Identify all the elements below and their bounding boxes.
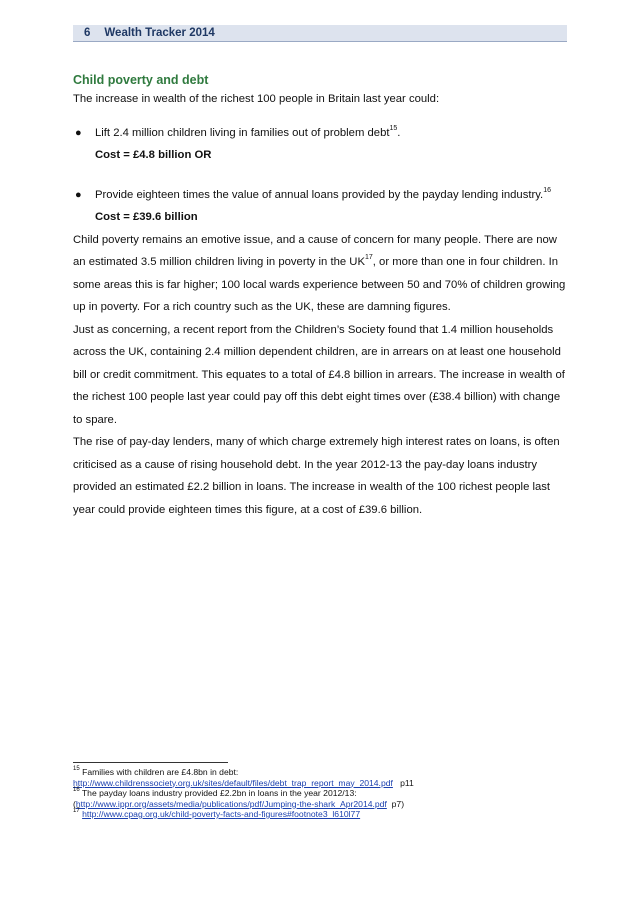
footnote-paren: ( — [73, 798, 76, 809]
bullet-icon: ● — [75, 126, 82, 139]
bullet-cost: Cost = £4.8 billion OR — [95, 149, 212, 161]
paragraph: Just as concerning, a recent report from the Children’s Society found that 1.4 million households across the UK, containing 2.4 million dependent children, are in arrears on at least one household bill or credit commitment. This equates to a total of £4.8 billion in arrears. The increase in wealth of the richest 100 people last year could pay off this debt eight times over (£38.4 billion) with change to spare. — [73, 323, 565, 426]
footnote-divider — [73, 762, 228, 763]
main-content — [73, 72, 567, 521]
footnote-text: Families with children are £4.8bn in debt: — [79, 767, 239, 777]
intro-text: The increase in wealth of the richest 100 people in Britain last year could: — [73, 93, 440, 105]
footnote-page: p11 — [392, 777, 414, 788]
paragraph: The rise of pay-day lenders, many of which charge extremely high interest rates on loans, is often criticised as a cause of rising household debt. In the year 2012-13 the pay-day loans industry provided an estimated £2.2 billion in loans. The increase in wealth of the 100 richest people last year could provide eighteen times this figure, at a cost of £39.6 billion. — [73, 436, 560, 516]
list-item — [73, 184, 567, 229]
footnote — [73, 809, 567, 820]
bullet-list — [73, 122, 567, 229]
footnote-text: The payday loans industry provided £2.2bn in loans in the year 2012/13: — [79, 788, 357, 798]
footnote-ref[interactable]: 15 — [389, 124, 398, 132]
footnote-link[interactable]: http://www.cpag.org.uk/child-poverty-facts-and-figures#footnote3_l610l77 — [82, 809, 361, 819]
section-heading: Child poverty and debt — [73, 73, 209, 87]
page-number: 6 — [84, 27, 91, 39]
page-header — [73, 25, 567, 42]
bullet-icon: ● — [75, 188, 82, 201]
bullet-suffix: . — [397, 126, 401, 139]
footnote — [73, 788, 567, 809]
footnote-number: 17 — [73, 808, 80, 815]
paragraph-text: , or more than one in four children. In some areas this is far higher; 100 local wards experience between 50 and 70% of children growing up in poverty. For a rich country such as the UK, these are damning figures. — [73, 256, 566, 313]
footnote-number: 15 — [73, 766, 80, 773]
footnotes — [73, 762, 567, 820]
page-header-title: Wealth Tracker 2014 — [104, 27, 215, 39]
footnote-link[interactable]: http://www.ippr.org/assets/media/publications/pdf/Jumping-the-shark_Apr2014.pdf — [75, 798, 387, 809]
footnote-link[interactable]: http://www.childrenssociety.org.uk/sites/default/files/debt_trap_report_may_2014.pdf — [73, 777, 393, 788]
list-item — [73, 122, 567, 167]
bullet-cost: Cost = £39.6 billion — [95, 211, 198, 223]
footnote-ref[interactable]: 16 — [543, 186, 551, 194]
footnote — [73, 767, 567, 788]
paragraph — [73, 229, 567, 319]
footnote-number: 16 — [73, 787, 80, 794]
footnote-page: p7) — [386, 798, 405, 809]
footnote-ref[interactable]: 17 — [364, 254, 373, 262]
paragraph-text: Child poverty remains an emotive issue, and a cause of concern for many people. There are now an estimated 3.5 million children living in poverty in the UK — [73, 233, 557, 268]
bullet-text: Provide eighteen times the value of annual loans provided by the payday lending industry. — [95, 188, 544, 201]
bullet-text: Lift 2.4 million children living in families out of problem debt — [95, 126, 390, 139]
